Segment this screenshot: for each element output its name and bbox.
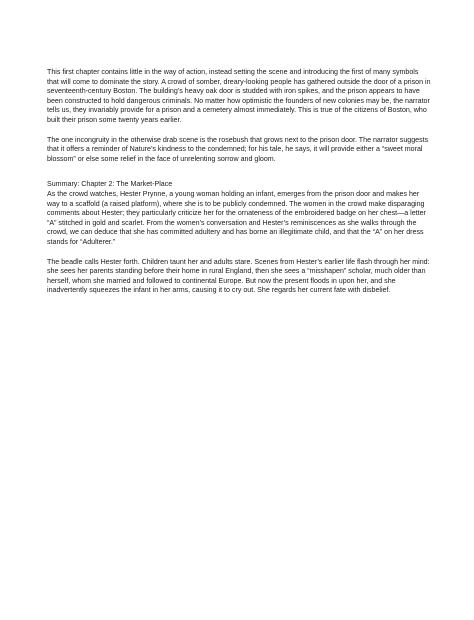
paragraph-chapter1-intro: This first chapter contains little in the way of action, instead setting the scene and introducing the first of many symbols that will come to dominate the story. A crowd of somber, dreary-looking people has gathered outside the door of a prison in seventeenth-century Boston. The building’s heavy oak door is studded with iron spikes, and the prison appears to have been constructed to hold dangerous criminals. No matter how optimistic the founders of new colonies may be, the narrator tells us, they invariably provide for a prison and a cemetery almost immediately. This is true of the citizens of Boston, who built their prison some twenty years earlier.	[47, 68, 431, 124]
paragraph-chapter2-beadle: The beadle calls Hester forth. Children taunt her and adults stare. Scenes from Hester’s earlier life flash through her mind: she sees her parents standing before their home in rural England, then she sees a “misshapen” scholar, much older than herself, whom she married and followed to continental Europe. But now the present floods in upon her, and she inadvertently squeezes the infant in her arms, causing it to cry out. She regards her current fate with disbelief.	[47, 257, 430, 295]
document-body	[47, 68, 432, 296]
paragraph-chapter2-crowd: As the crowd watches, Hester Prynne, a young woman holding an infant, emerges from the prison door and makes her way to a scaffold (a raised platform), where she is to be publicly condemned. The women in the crowd make disparaging comments about Hester; they particularly criticize her for the ornateness of the embroidered badge on her chest—a letter “A” stitched in gold and scarlet. From the women’s conversation and Hester’s reminiscences as she walks through the crowd, we can deduce that she has committed adultery and has borne an illegitimate child, and that the “A” on her dress stands for “Adulterer.”	[47, 189, 426, 246]
chapter2-heading: Summary: Chapter 2: The Market-Place	[47, 180, 173, 189]
paragraph-chapter1-rosebush: The one incongruity in the otherwise drab scene is the rosebush that grows next to the prison door. The narrator suggests that it offers a reminder of Nature’s kindness to the condemned; for his tale, he says, it will provide either a “sweet moral blossom” or else some relief in the face of unrelenting sorrow and gloom.	[47, 135, 429, 163]
